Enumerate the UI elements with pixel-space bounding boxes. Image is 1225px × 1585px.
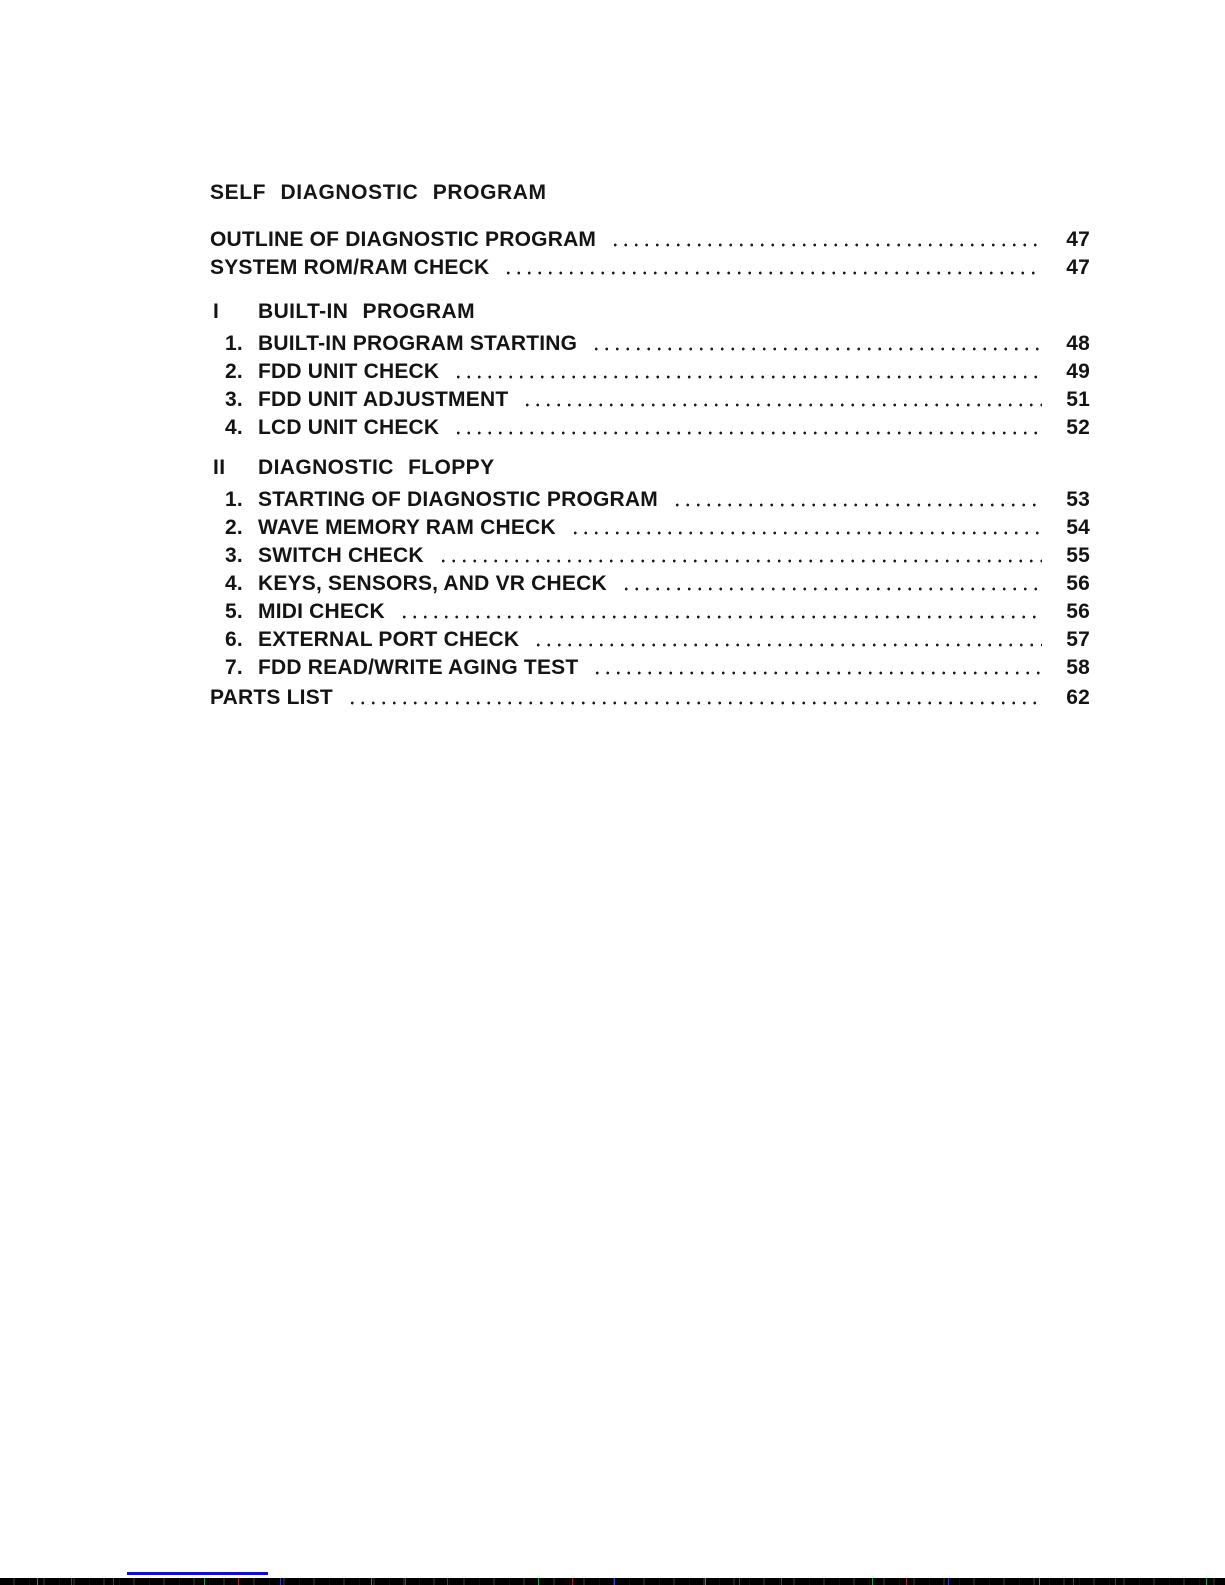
dot-leader xyxy=(589,330,1042,358)
section-numeral: I xyxy=(213,300,220,323)
dot-leader xyxy=(345,684,1042,712)
toc-entry-keys-sensors-and-vr-check xyxy=(210,570,1090,598)
toc-entry-title: SYSTEM ROM/RAM CHECK xyxy=(210,256,490,279)
toc-entry-number: 2. xyxy=(225,516,243,539)
toc-entry-title: WAVE MEMORY RAM CHECK xyxy=(258,516,556,539)
section-ii-items xyxy=(210,486,1090,682)
toc-entry-page-number: 55 xyxy=(1066,544,1090,567)
section-title: DIAGNOSTIC FLOPPY xyxy=(258,456,495,479)
toc-entry-number: 1. xyxy=(225,332,243,355)
toc-entry-number: 6. xyxy=(225,628,243,651)
toc-entry-external-port-check xyxy=(210,626,1090,654)
toc-entry-page-number: 57 xyxy=(1066,628,1090,651)
dot-leader xyxy=(397,598,1042,626)
toc-entry-lcd-unit-check xyxy=(210,414,1090,442)
dot-leader xyxy=(451,414,1042,442)
table-of-contents xyxy=(210,180,1090,712)
toc-entry-midi-check xyxy=(210,598,1090,626)
scan-edge-artifact-bar xyxy=(0,1578,1225,1585)
toc-entry-starting-of-diagnostic-program xyxy=(210,486,1090,514)
toc-entry-title: FDD UNIT ADJUSTMENT xyxy=(258,388,509,411)
dot-leader xyxy=(619,570,1042,598)
toc-entry-number: 7. xyxy=(225,656,243,679)
toc-entry-title: MIDI CHECK xyxy=(258,600,385,623)
page-title: SELF DIAGNOSTIC PROGRAM xyxy=(210,181,547,204)
toc-entry-title: FDD UNIT CHECK xyxy=(258,360,440,383)
dot-leader xyxy=(531,626,1042,654)
toc-entry-fdd-unit-adjustment xyxy=(210,386,1090,414)
toc-entry-built-in-program-starting xyxy=(210,330,1090,358)
toc-entry-parts-list xyxy=(210,684,1090,712)
toc-entry-page-number: 56 xyxy=(1066,600,1090,623)
toc-entry-outline-of-diagnostic-program xyxy=(210,226,1090,254)
toc-entry-title: EXTERNAL PORT CHECK xyxy=(258,628,520,651)
dot-leader xyxy=(590,654,1042,682)
dot-leader xyxy=(520,386,1042,414)
toc-entry-number: 2. xyxy=(225,360,243,383)
toc-entry-system-rom-ram-check xyxy=(210,254,1090,282)
toc-entry-title: STARTING OF DIAGNOSTIC PROGRAM xyxy=(258,488,658,511)
toc-entry-page-number: 56 xyxy=(1066,572,1090,595)
dot-leader xyxy=(670,486,1042,514)
toc-entry-page-number: 48 xyxy=(1066,332,1090,355)
toc-entry-page-number: 53 xyxy=(1066,488,1090,511)
dot-leader xyxy=(608,226,1042,254)
toc-entry-number: 4. xyxy=(225,416,243,439)
dot-leader xyxy=(436,542,1042,570)
toc-entry-title: SWITCH CHECK xyxy=(258,544,424,567)
toc-entry-switch-check xyxy=(210,542,1090,570)
toc-entry-title: OUTLINE OF DIAGNOSTIC PROGRAM xyxy=(210,228,597,251)
toc-entry-title: PARTS LIST xyxy=(210,686,333,709)
dot-leader xyxy=(501,254,1042,282)
section-heading-built-in-program xyxy=(210,298,1090,326)
toc-entry-fdd-unit-check xyxy=(210,358,1090,386)
section-i-items xyxy=(210,330,1090,442)
toc-entry-title: FDD READ/WRITE AGING TEST xyxy=(258,656,579,679)
toc-entry-number: 1. xyxy=(225,488,243,511)
footer-blue-line xyxy=(127,1572,268,1575)
toc-entry-page-number: 62 xyxy=(1066,686,1090,709)
dot-leader xyxy=(568,514,1042,542)
toc-entry-page-number: 51 xyxy=(1066,388,1090,411)
toc-entry-number: 3. xyxy=(225,544,243,567)
toc-entry-page-number: 58 xyxy=(1066,656,1090,679)
toc-entry-page-number: 54 xyxy=(1066,516,1090,539)
toc-entry-wave-memory-ram-check xyxy=(210,514,1090,542)
section-heading-diagnostic-floppy xyxy=(210,454,1090,482)
section-numeral: II xyxy=(213,456,226,479)
dot-leader xyxy=(451,358,1042,386)
toc-entry-page-number: 47 xyxy=(1066,256,1090,279)
toc-entry-page-number: 47 xyxy=(1066,228,1090,251)
toc-entry-page-number: 49 xyxy=(1066,360,1090,383)
toc-entry-fdd-read-write-aging-test xyxy=(210,654,1090,682)
toc-entry-title: LCD UNIT CHECK xyxy=(258,416,440,439)
section-title: BUILT-IN PROGRAM xyxy=(258,300,475,323)
toc-entry-page-number: 52 xyxy=(1066,416,1090,439)
toc-entry-number: 4. xyxy=(225,572,243,595)
toc-entry-number: 3. xyxy=(225,388,243,411)
toc-entry-title: BUILT-IN PROGRAM STARTING xyxy=(258,332,578,355)
toc-entry-number: 5. xyxy=(225,600,243,623)
toc-entry-title: KEYS, SENSORS, AND VR CHECK xyxy=(258,572,607,595)
